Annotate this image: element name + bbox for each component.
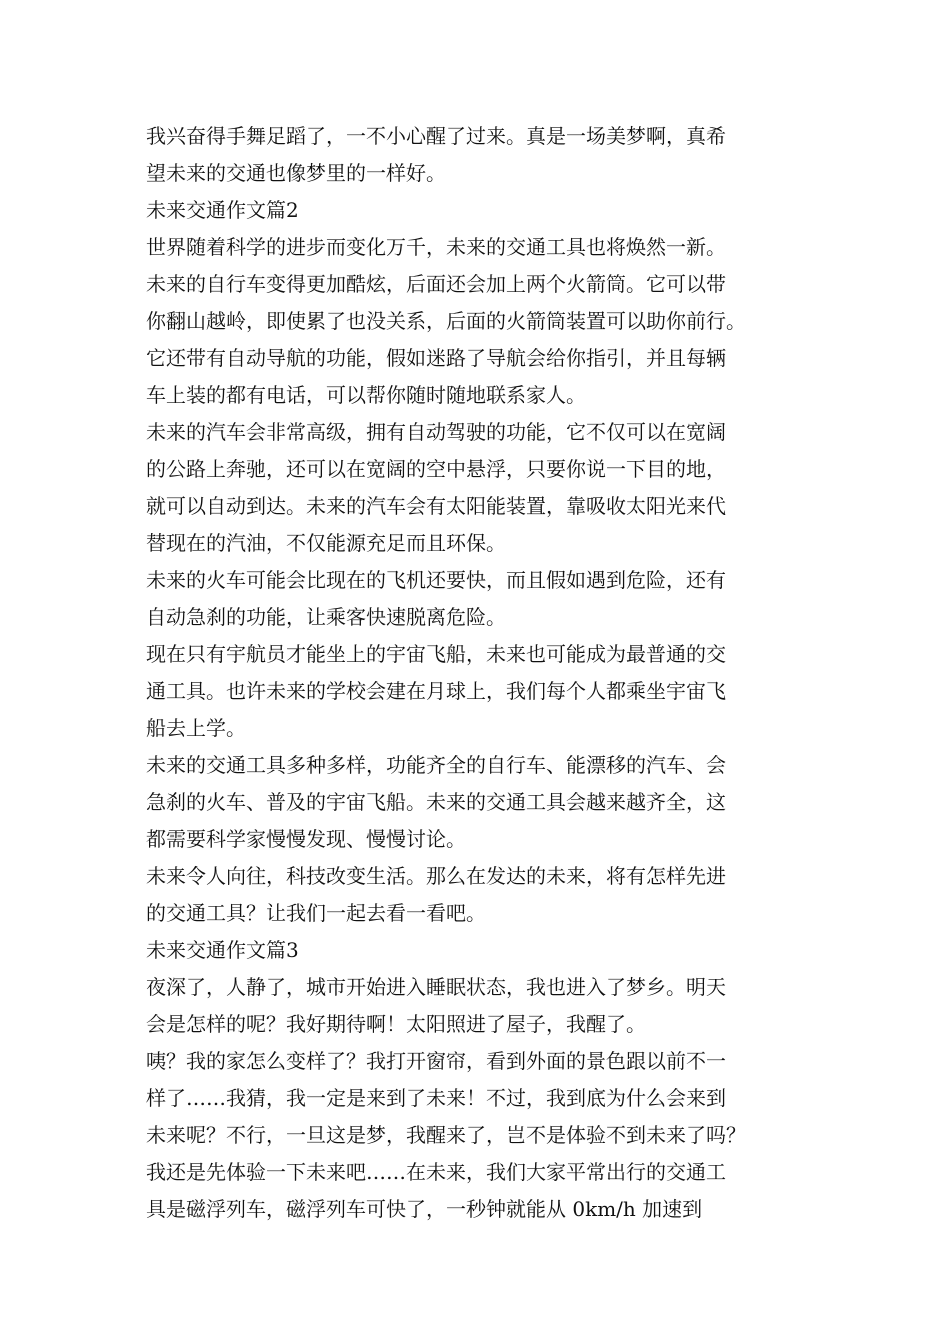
text-line: 替现在的汽油，不仅能源充足而且环保。 — [146, 531, 506, 555]
text-line: 我兴奋得手舞足蹈了，一不小心醒了过来。真是一场美梦啊，真希 — [146, 124, 726, 148]
text-line: 急刹的火车、普及的宇宙飞船。未来的交通工具会越来越齐全，这 — [146, 790, 726, 814]
text-line: 望未来的交通也像梦里的一样好。 — [146, 161, 446, 185]
text-line: 会是怎样的呢？我好期待啊！太阳照进了屋子，我醒了。 — [146, 1012, 646, 1036]
text-line: 船去上学。 — [146, 716, 246, 740]
text-line: 都需要科学家慢慢发现、慢慢讨论。 — [146, 827, 466, 851]
text-line: 车上装的都有电话，可以帮你随时随地联系家人。 — [146, 383, 586, 407]
text-line: 具是磁浮列车，磁浮列车可快了，一秒钟就能从 0km/h 加速到 — [146, 1197, 703, 1221]
text-line: 世界随着科学的进步而变化万千，未来的交通工具也将焕然一新。 — [146, 235, 726, 259]
text-line: 未来的火车可能会比现在的飞机还要快，而且假如遇到危险，还有 — [146, 568, 726, 592]
text-line: 夜深了，人静了，城市开始进入睡眠状态，我也进入了梦乡。明天 — [146, 975, 726, 999]
text-line: 自动急刹的功能，让乘客快速脱离危险。 — [146, 605, 506, 629]
text-line: 的交通工具？让我们一起去看一看吧。 — [146, 901, 486, 925]
text-line: 现在只有宇航员才能坐上的宇宙飞船，未来也可能成为最普通的交 — [146, 642, 726, 666]
text-line: 它还带有自动导航的功能，假如迷路了导航会给你指引，并且每辆 — [146, 346, 726, 370]
text-line: 的公路上奔驰，还可以在宽阔的空中悬浮，只要你说一下目的地， — [146, 457, 726, 481]
document-body — [146, 118, 814, 1228]
text-line: 未来的汽车会非常高级，拥有自动驾驶的功能，它不仅可以在宽阔 — [146, 420, 726, 444]
text-line: 未来令人向往，科技改变生活。那么在发达的未来，将有怎样先进 — [146, 864, 726, 888]
section-heading: 未来交通作文篇3 — [146, 938, 299, 962]
text-line: 样了……我猜，我一定是来到了未来！不过，我到底为什么会来到 — [146, 1086, 726, 1110]
text-line: 你翻山越岭，即使累了也没关系，后面的火箭筒装置可以助你前行。 — [146, 309, 746, 333]
text-line: 未来呢？不行，一旦这是梦，我醒来了，岂不是体验不到未来了吗？ — [146, 1123, 746, 1147]
text-line: 咦？我的家怎么变样了？我打开窗帘，看到外面的景色跟以前不一 — [146, 1049, 726, 1073]
text-line: 就可以自动到达。未来的汽车会有太阳能装置，靠吸收太阳光来代 — [146, 494, 726, 518]
section-heading: 未来交通作文篇2 — [146, 198, 299, 222]
text-line: 通工具。也许未来的学校会建在月球上，我们每个人都乘坐宇宙飞 — [146, 679, 726, 703]
text-line: 我还是先体验一下未来吧……在未来，我们大家平常出行的交通工 — [146, 1160, 726, 1184]
text-line: 未来的自行车变得更加酷炫，后面还会加上两个火箭筒。它可以带 — [146, 272, 726, 296]
text-line: 未来的交通工具多种多样，功能齐全的自行车、能漂移的汽车、会 — [146, 753, 726, 777]
